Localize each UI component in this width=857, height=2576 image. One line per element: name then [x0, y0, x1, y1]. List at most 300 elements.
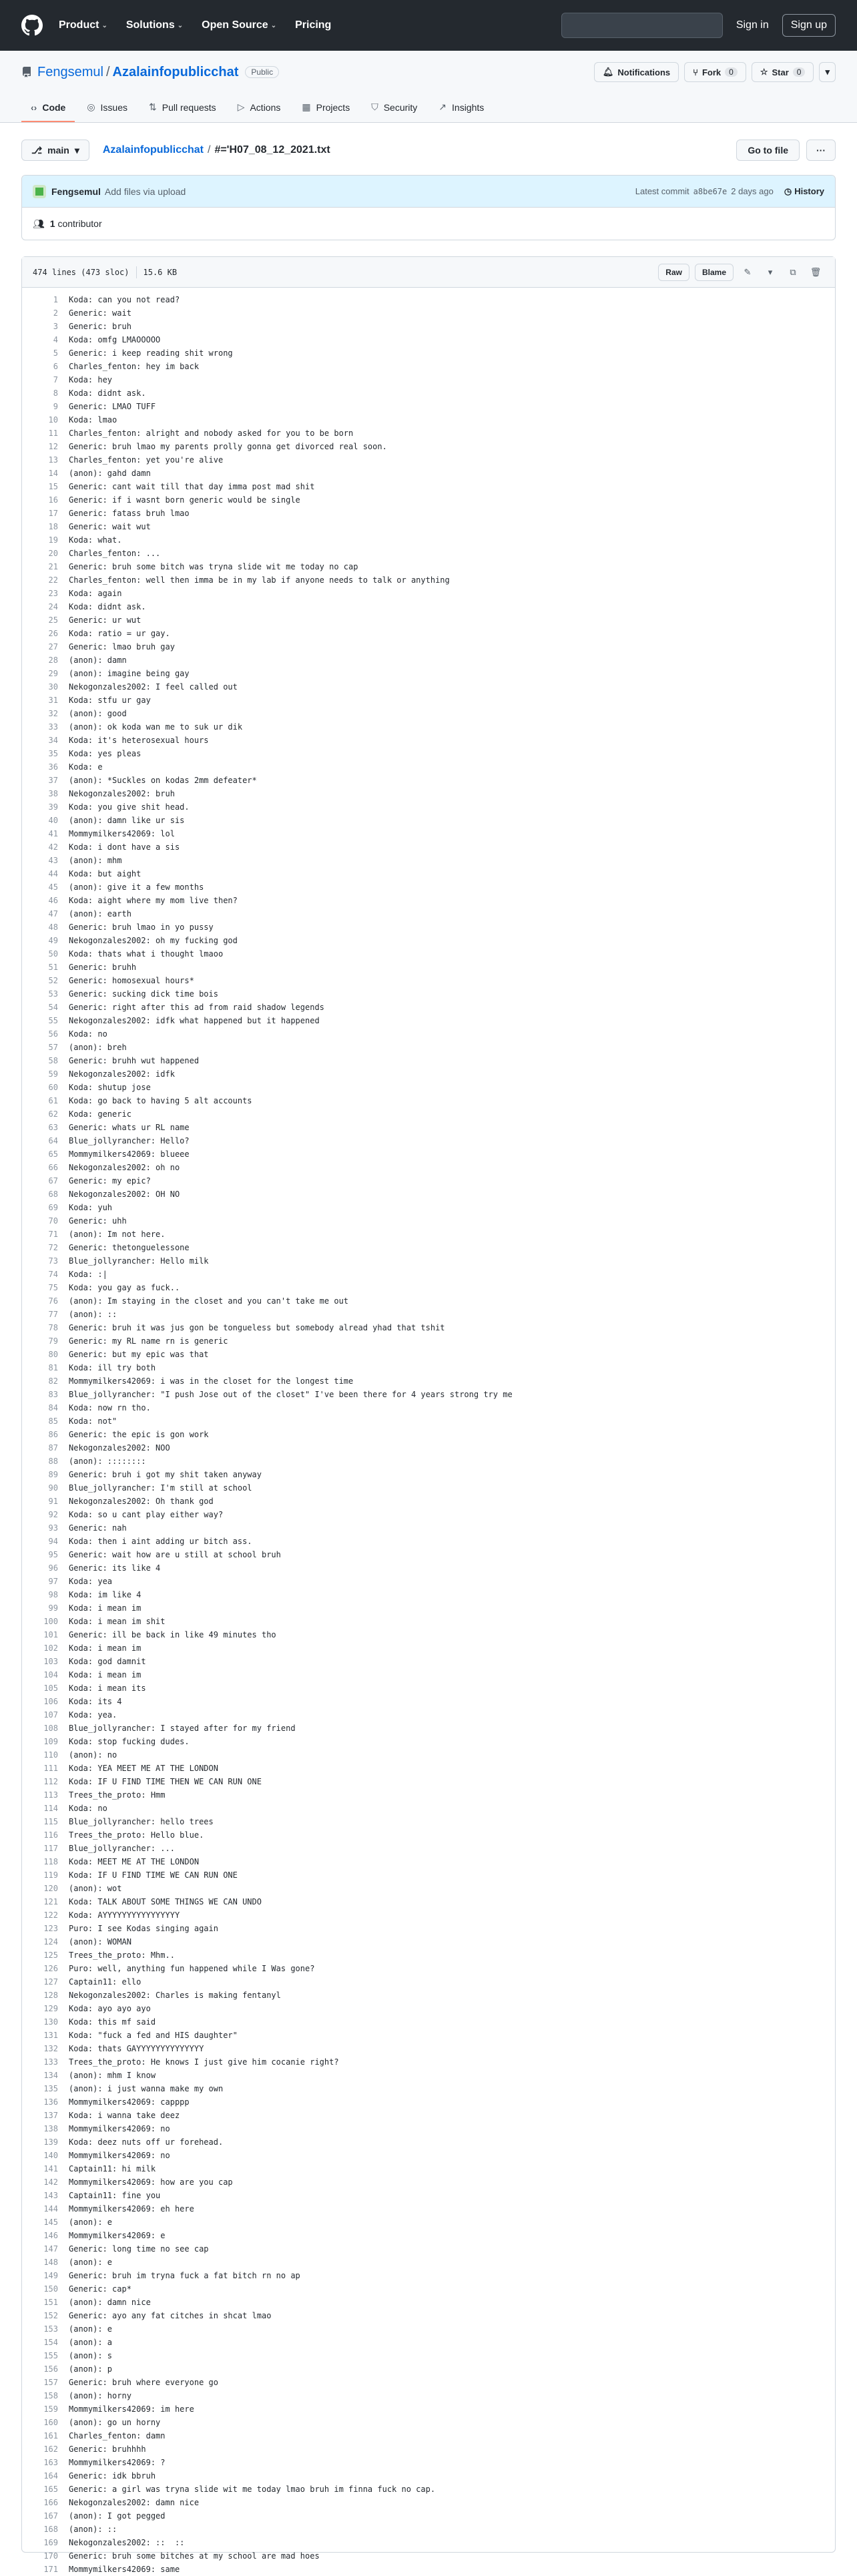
line-number[interactable]: 93	[48, 1523, 58, 1533]
line-number[interactable]: 144	[43, 2204, 58, 2214]
line-number[interactable]: 117	[43, 1844, 58, 1853]
line-number[interactable]: 115	[43, 1817, 58, 1826]
line-number[interactable]: 129	[43, 2004, 58, 2013]
line-number[interactable]: 98	[48, 1590, 58, 1599]
code-line	[22, 2322, 835, 2336]
line-number[interactable]: 20	[48, 549, 58, 558]
repo-tabs	[21, 95, 836, 122]
commit-author[interactable]: Fengsemul	[51, 186, 101, 197]
line-number[interactable]: 159	[43, 2404, 58, 2414]
line-number[interactable]: 151	[43, 2298, 58, 2307]
top-nav	[59, 19, 331, 31]
code-line	[22, 894, 835, 907]
go-to-file-button[interactable]: Go to file	[736, 140, 800, 161]
tab-code[interactable]	[21, 95, 75, 122]
line-number[interactable]: 88	[48, 1457, 58, 1466]
line-number[interactable]: 128	[43, 1991, 58, 2000]
line-number[interactable]: 72	[48, 1243, 58, 1252]
line-number[interactable]: 38	[48, 789, 58, 798]
line-number[interactable]: 168	[43, 2525, 58, 2534]
line-number[interactable]: 90	[48, 1483, 58, 1493]
code-line	[22, 1014, 835, 1027]
sign-in-link[interactable]: Sign in	[736, 19, 769, 31]
more-options-button[interactable]: ···	[806, 140, 836, 161]
line-number[interactable]: 27	[48, 642, 58, 652]
issue-icon: ◎	[87, 101, 95, 112]
line-text: Blue_jollyrancher: hello trees	[69, 1817, 214, 1826]
line-number[interactable]: 58	[48, 1056, 58, 1065]
line-text: (anon): mhm I know	[69, 2071, 156, 2080]
line-number[interactable]: 64	[48, 1136, 58, 1145]
line-number[interactable]: 127	[43, 1977, 58, 1987]
repo-name-link[interactable]: Azalainfopublicchat	[112, 64, 239, 79]
line-text: Nekogonzales2002: Oh thank god	[69, 1497, 214, 1506]
line-text: Nekogonzales2002: oh my fucking god	[69, 936, 238, 945]
tab-issues[interactable]	[77, 95, 137, 122]
line-number[interactable]: 110	[43, 1750, 58, 1760]
line-number[interactable]: 157	[43, 2378, 58, 2387]
line-text: Blue_jollyrancher: I stayed after for my friend	[69, 1724, 296, 1733]
line-text: (anon): give it a few months	[69, 882, 204, 892]
line-number[interactable]: 25	[48, 615, 58, 625]
line-number[interactable]: 18	[48, 522, 58, 531]
line-number[interactable]: 113	[43, 1790, 58, 1800]
sign-up-button[interactable]: Sign up	[782, 14, 836, 37]
line-text: Nekogonzales2002: idfk	[69, 1069, 175, 1079]
line-number[interactable]: 137	[43, 2111, 58, 2120]
code-line	[22, 707, 835, 720]
line-number[interactable]: 19	[48, 535, 58, 545]
line-number[interactable]: 37	[48, 776, 58, 785]
line-number[interactable]: 78	[48, 1323, 58, 1332]
line-number[interactable]: 150	[43, 2284, 58, 2294]
line-number[interactable]: 83	[48, 1390, 58, 1399]
line-number[interactable]: 74	[48, 1270, 58, 1279]
line-text: Koda: shutup jose	[69, 1083, 151, 1092]
line-number[interactable]: 152	[43, 2311, 58, 2320]
commit-sha-link[interactable]: a8be67e	[693, 186, 728, 196]
line-text: Koda: i dont have a sis	[69, 842, 180, 852]
line-number[interactable]: 44	[48, 869, 58, 878]
line-number[interactable]: 21	[48, 562, 58, 571]
line-number[interactable]: 164	[43, 2471, 58, 2481]
code-line	[22, 654, 835, 667]
line-number[interactable]: 61	[48, 1096, 58, 1105]
code-line	[22, 1922, 835, 1935]
tab-pull-requests[interactable]	[139, 95, 226, 122]
code-line	[22, 1228, 835, 1241]
line-text: Koda: go back to having 5 alt accounts	[69, 1096, 252, 1105]
line-number[interactable]: 122	[43, 1910, 58, 1920]
line-number[interactable]: 104	[43, 1670, 58, 1680]
line-number[interactable]: 5	[53, 348, 58, 358]
line-number[interactable]: 40	[48, 816, 58, 825]
line-number[interactable]: 36	[48, 762, 58, 772]
line-text: (anon): ok koda wan me to suk ur dik	[69, 722, 243, 732]
line-number[interactable]: 130	[43, 2017, 58, 2027]
nav-pricing-label: Pricing	[295, 19, 332, 31]
line-number[interactable]: 149	[43, 2271, 58, 2280]
breadcrumb-repo-link[interactable]: Azalainfopublicchat	[102, 144, 204, 156]
code-line	[22, 1268, 835, 1281]
line-number[interactable]: 81	[48, 1363, 58, 1372]
line-number[interactable]: 163	[43, 2458, 58, 2467]
code-line	[22, 1575, 835, 1588]
line-number[interactable]: 50	[48, 949, 58, 959]
line-number[interactable]: 139	[43, 2137, 58, 2147]
line-text: Koda: can you not read?	[69, 295, 180, 304]
line-text: Koda: its 4	[69, 1697, 122, 1706]
line-number[interactable]: 4	[53, 335, 58, 344]
line-number[interactable]: 45	[48, 882, 58, 892]
code-line	[22, 2429, 835, 2442]
line-number[interactable]: 167	[43, 2511, 58, 2521]
line-number[interactable]: 67	[48, 1176, 58, 1186]
line-number[interactable]: 135	[43, 2084, 58, 2093]
line-number[interactable]: 48	[48, 923, 58, 932]
line-number[interactable]: 89	[48, 1470, 58, 1479]
code-line	[22, 1294, 835, 1308]
tab-insights[interactable]	[429, 95, 493, 122]
line-number[interactable]: 141	[43, 2164, 58, 2173]
line-number[interactable]: 99	[48, 1603, 58, 1613]
code-line	[22, 1348, 835, 1361]
code-line	[22, 320, 835, 333]
line-number[interactable]: 158	[43, 2391, 58, 2400]
line-number[interactable]: 42	[48, 842, 58, 852]
code-line	[22, 2389, 835, 2402]
code-line	[22, 1722, 835, 1735]
line-text: Koda: i mean im	[69, 1603, 141, 1613]
line-text: Koda: yea.	[69, 1710, 117, 1720]
line-number[interactable]: 118	[43, 1857, 58, 1866]
line-text: Generic: bruh where everyone go	[69, 2378, 218, 2387]
code-line	[22, 1334, 835, 1348]
line-text: Captain11: fine you	[69, 2191, 161, 2200]
line-number[interactable]: 62	[48, 1109, 58, 1119]
line-number[interactable]: 75	[48, 1283, 58, 1292]
code-line	[22, 2402, 835, 2416]
line-number[interactable]: 153	[43, 2324, 58, 2334]
line-number[interactable]: 56	[48, 1029, 58, 1039]
line-number[interactable]: 31	[48, 696, 58, 705]
line-number[interactable]: 29	[48, 669, 58, 678]
line-text: Koda: god damnit	[69, 1657, 146, 1666]
line-number[interactable]: 54	[48, 1003, 58, 1012]
line-number[interactable]: 66	[48, 1163, 58, 1172]
line-number[interactable]: 35	[48, 749, 58, 758]
fork-label: Fork	[701, 67, 722, 77]
line-number[interactable]: 160	[43, 2418, 58, 2427]
tab-projects[interactable]	[292, 95, 359, 122]
line-text: Nekogonzales2002: oh no	[69, 1163, 180, 1172]
line-number[interactable]: 39	[48, 802, 58, 812]
code-line	[22, 854, 835, 867]
line-text: Generic: bruh im tryna fuck a fat bitch rn no ap	[69, 2271, 300, 2280]
line-number[interactable]: 92	[48, 1510, 58, 1519]
line-number[interactable]: 65	[48, 1149, 58, 1159]
line-number[interactable]: 9	[53, 402, 58, 411]
line-number[interactable]: 85	[48, 1416, 58, 1426]
line-text: Koda: yuh	[69, 1203, 113, 1212]
line-text: Charles_fenton: hey im back	[69, 362, 200, 371]
repo-owner-link[interactable]: Fengsemul	[37, 64, 103, 79]
line-number[interactable]: 11	[48, 429, 58, 438]
code-line	[22, 1414, 835, 1428]
code-line	[22, 2095, 835, 2109]
code-line	[22, 1067, 835, 1081]
line-number[interactable]: 108	[43, 1724, 58, 1733]
line-text: Nekogonzales2002: bruh	[69, 789, 175, 798]
line-text: Mommymilkers42069: im here	[69, 2404, 194, 2414]
line-number[interactable]: 138	[43, 2124, 58, 2133]
line-number[interactable]: 87	[48, 1443, 58, 1453]
code-line	[22, 1895, 835, 1908]
line-number[interactable]: 3	[53, 322, 58, 331]
line-number[interactable]: 34	[48, 736, 58, 745]
line-number[interactable]: 84	[48, 1403, 58, 1412]
line-number[interactable]: 32	[48, 709, 58, 718]
line-number[interactable]: 28	[48, 656, 58, 665]
line-text: Koda: :|	[69, 1270, 107, 1279]
line-number[interactable]: 132	[43, 2044, 58, 2053]
line-number[interactable]: 51	[48, 963, 58, 972]
code-line	[22, 787, 835, 800]
line-number[interactable]: 121	[43, 1897, 58, 1906]
line-number[interactable]: 69	[48, 1203, 58, 1212]
line-number[interactable]: 124	[43, 1937, 58, 1947]
line-number[interactable]: 161	[43, 2431, 58, 2440]
line-number[interactable]: 70	[48, 1216, 58, 1226]
line-number[interactable]: 170	[43, 2551, 58, 2561]
line-number[interactable]: 131	[43, 2031, 58, 2040]
line-number[interactable]: 165	[43, 2485, 58, 2494]
line-number[interactable]: 86	[48, 1430, 58, 1439]
line-text: Koda: it's heterosexual hours	[69, 736, 209, 745]
line-number[interactable]: 140	[43, 2151, 58, 2160]
line-text: Generic: bruhh	[69, 963, 137, 972]
search-input[interactable]	[561, 13, 723, 38]
line-number[interactable]: 147	[43, 2244, 58, 2254]
line-number[interactable]: 77	[48, 1310, 58, 1319]
copy-icon[interactable]: ⧉	[790, 266, 796, 277]
line-number[interactable]: 116	[43, 1830, 58, 1840]
line-number[interactable]: 94	[48, 1537, 58, 1546]
line-text: Mommymilkers42069: capppp	[69, 2097, 190, 2107]
line-number[interactable]: 30	[48, 682, 58, 692]
github-logo-icon[interactable]	[21, 15, 43, 36]
line-number[interactable]: 2	[53, 308, 58, 318]
line-number[interactable]: 105	[43, 1684, 58, 1693]
line-number[interactable]: 166	[43, 2498, 58, 2507]
line-number[interactable]: 156	[43, 2364, 58, 2374]
line-number[interactable]: 16	[48, 495, 58, 505]
trash-icon[interactable]: 🗑︎	[810, 266, 822, 277]
code-line	[22, 2122, 835, 2135]
line-number[interactable]: 53	[48, 989, 58, 999]
line-text: (anon): a	[69, 2338, 113, 2347]
line-number[interactable]: 57	[48, 1043, 58, 1052]
line-number[interactable]: 59	[48, 1069, 58, 1079]
history-link[interactable]	[784, 186, 824, 197]
avatar[interactable]	[33, 185, 46, 198]
chevron-down-icon[interactable]: ▾	[768, 266, 773, 277]
code-line	[22, 1975, 835, 1989]
repo-icon	[21, 67, 32, 77]
line-number[interactable]: 17	[48, 509, 58, 518]
line-number[interactable]: 41	[48, 829, 58, 838]
breadcrumb	[103, 144, 330, 156]
line-text: Koda: hey	[69, 375, 113, 384]
code-line	[22, 921, 835, 934]
line-number[interactable]: 26	[48, 629, 58, 638]
code-line	[22, 1388, 835, 1401]
line-number[interactable]: 79	[48, 1336, 58, 1346]
pencil-icon[interactable]: ✎	[744, 266, 752, 277]
code-line	[22, 1508, 835, 1521]
line-number[interactable]: 100	[43, 1617, 58, 1626]
branch-icon: ⎇	[31, 144, 43, 156]
line-text: Generic: ill be back in like 49 minutes tho	[69, 1630, 276, 1639]
line-number[interactable]: 136	[43, 2097, 58, 2107]
line-text: Nekogonzales2002: idfk what happened but it happened	[69, 1016, 320, 1025]
line-number[interactable]: 126	[43, 1964, 58, 1973]
line-number[interactable]: 111	[43, 1764, 58, 1773]
line-number[interactable]: 22	[48, 575, 58, 585]
line-text: Nekogonzales2002: :: ::	[69, 2538, 185, 2547]
code-line	[22, 2269, 835, 2282]
line-number[interactable]: 155	[43, 2351, 58, 2360]
line-text: (anon): WOMAN	[69, 1937, 131, 1947]
latest-commit-bar	[22, 176, 835, 208]
line-number[interactable]: 133	[43, 2057, 58, 2067]
main-content	[0, 123, 857, 2574]
global-header	[0, 0, 857, 51]
line-number[interactable]: 97	[48, 1577, 58, 1586]
line-number[interactable]: 15	[48, 482, 58, 491]
code-line	[22, 2189, 835, 2202]
line-number[interactable]: 91	[48, 1497, 58, 1506]
line-number[interactable]: 145	[43, 2218, 58, 2227]
code-line	[22, 1655, 835, 1668]
line-number[interactable]: 106	[43, 1697, 58, 1706]
line-number[interactable]: 95	[48, 1550, 58, 1559]
blame-button[interactable]: Blame	[695, 264, 734, 281]
line-text: Koda: i wanna take deez	[69, 2111, 180, 2120]
line-number[interactable]: 120	[43, 1884, 58, 1893]
line-number[interactable]: 52	[48, 976, 58, 985]
line-number[interactable]: 33	[48, 722, 58, 732]
line-number[interactable]: 12	[48, 442, 58, 451]
line-number[interactable]: 103	[43, 1657, 58, 1666]
fork-button[interactable]	[684, 62, 746, 82]
line-number[interactable]: 71	[48, 1230, 58, 1239]
star-button[interactable]	[752, 62, 814, 82]
line-number[interactable]: 60	[48, 1083, 58, 1092]
line-number[interactable]: 73	[48, 1256, 58, 1266]
line-number[interactable]: 7	[53, 375, 58, 384]
line-number[interactable]: 63	[48, 1123, 58, 1132]
line-number[interactable]: 43	[48, 856, 58, 865]
line-number[interactable]: 47	[48, 909, 58, 919]
tab-actions[interactable]	[228, 95, 290, 122]
line-number[interactable]: 6	[53, 362, 58, 371]
code-line	[22, 1174, 835, 1188]
commit-age: 2 days ago	[731, 186, 774, 196]
line-number[interactable]: 46	[48, 896, 58, 905]
raw-button[interactable]: Raw	[658, 264, 689, 281]
tab-security[interactable]	[362, 95, 426, 122]
line-number[interactable]: 146	[43, 2231, 58, 2240]
line-number[interactable]: 171	[43, 2565, 58, 2574]
line-number[interactable]: 101	[43, 1630, 58, 1639]
notifications-button[interactable]	[594, 62, 679, 82]
line-number[interactable]: 68	[48, 1190, 58, 1199]
nav-solutions[interactable]	[126, 19, 183, 31]
code-line	[22, 1054, 835, 1067]
line-number[interactable]: 114	[43, 1804, 58, 1813]
line-number[interactable]: 49	[48, 936, 58, 945]
code-line	[22, 1842, 835, 1855]
line-number[interactable]: 142	[43, 2177, 58, 2187]
line-number[interactable]: 14	[48, 469, 58, 478]
code-line	[22, 1775, 835, 1788]
line-number[interactable]: 10	[48, 415, 58, 425]
line-number[interactable]: 80	[48, 1350, 58, 1359]
code-line	[22, 1989, 835, 2002]
line-number[interactable]: 154	[43, 2338, 58, 2347]
line-number[interactable]: 24	[48, 602, 58, 611]
line-number[interactable]: 134	[43, 2071, 58, 2080]
line-number[interactable]: 23	[48, 589, 58, 598]
line-number[interactable]: 82	[48, 1376, 58, 1386]
line-number[interactable]: 162	[43, 2444, 58, 2454]
branch-selector[interactable]	[21, 140, 89, 161]
line-text: Generic: homosexual hours*	[69, 976, 194, 985]
line-text: Generic: wait how are u still at school bruh	[69, 1550, 281, 1559]
line-number[interactable]: 55	[48, 1016, 58, 1025]
line-number[interactable]: 125	[43, 1951, 58, 1960]
commit-message[interactable]: Add files via upload	[104, 186, 186, 197]
line-number[interactable]: 8	[53, 389, 58, 398]
line-number[interactable]: 148	[43, 2258, 58, 2267]
code-line	[22, 814, 835, 827]
chevron-down-icon: ▾	[825, 67, 830, 77]
line-number[interactable]: 107	[43, 1710, 58, 1720]
nav-open-source[interactable]	[202, 19, 276, 31]
star-dropdown-button[interactable]	[819, 62, 836, 82]
line-number[interactable]: 13	[48, 455, 58, 465]
line-text: Koda: yea	[69, 1577, 113, 1586]
line-number[interactable]: 143	[43, 2191, 58, 2200]
line-number[interactable]: 169	[43, 2538, 58, 2547]
code-line	[22, 1081, 835, 1094]
line-number[interactable]: 119	[43, 1870, 58, 1880]
code-line	[22, 2002, 835, 2015]
line-number[interactable]: 76	[48, 1296, 58, 1306]
nav-pricing[interactable]	[295, 19, 331, 31]
contributors-row[interactable]	[22, 208, 835, 240]
line-number[interactable]: 123	[43, 1924, 58, 1933]
line-number[interactable]: 1	[53, 295, 58, 304]
line-text: Koda: yes pleas	[69, 749, 141, 758]
line-number[interactable]: 102	[43, 1643, 58, 1653]
line-number[interactable]: 112	[43, 1777, 58, 1786]
nav-product[interactable]	[59, 19, 107, 31]
code-line	[22, 1321, 835, 1334]
line-number[interactable]: 109	[43, 1737, 58, 1746]
line-number[interactable]: 96	[48, 1563, 58, 1573]
